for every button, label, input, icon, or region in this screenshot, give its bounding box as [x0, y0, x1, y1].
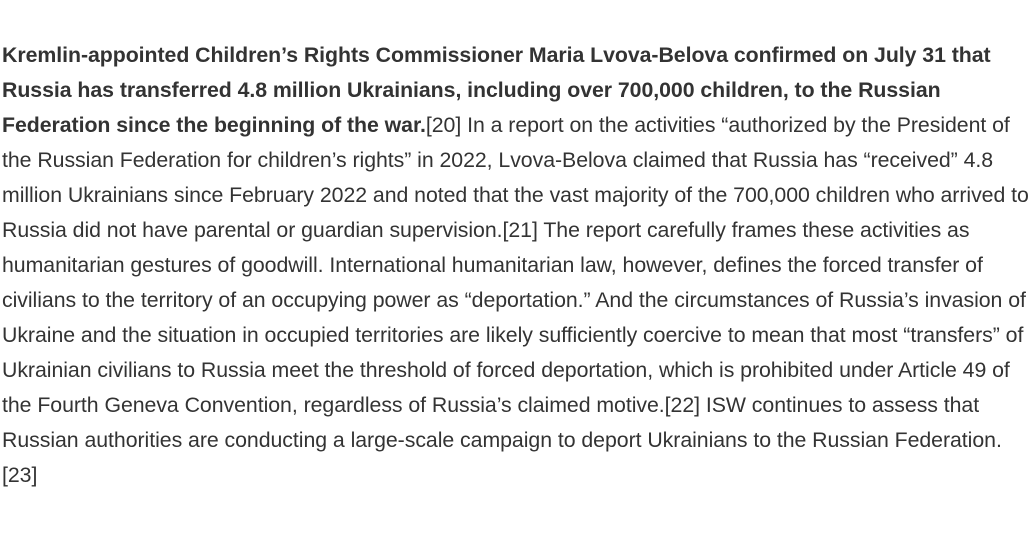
body-text-3: ISW continues to assess that Russian authorities are conducting a large-scale campaign to deport Ukrainians to the Russian Federation. — [2, 393, 1002, 452]
footnote-link-23[interactable]: [23] — [2, 463, 38, 487]
footnote-link-22[interactable]: [22] — [664, 393, 700, 417]
article-paragraph — [2, 38, 1034, 493]
lead-sentence: Kremlin-appointed Children’s Rights Commissioner Maria Lvova-Belova confirmed on July 31 that Russia has transferred 4.8 million Ukrainians, including over 700,000 children, to the Russian Federation since the beginning of the war. — [2, 43, 991, 137]
body-text-2: The report carefully frames these activities as humanitarian gestures of goodwill. International humanitarian law, however, defines the forced transfer of civilians to the territory of an occupying power as “deportation.” And the circumstances of Russia’s invasion of Ukraine and the situation in occupied territories are likely sufficiently coercive to mean that most “transfers” of Ukrainian civilians to Russia meet the threshold of forced deportation, which is prohibited under Article 49 of the Fourth Geneva Convention, regardless of Russia’s claimed motive. — [2, 218, 1026, 417]
footnote-link-20[interactable]: [20] — [425, 113, 462, 137]
footnote-link-21[interactable]: [21] — [502, 218, 538, 242]
body-text-1: In a report on the activities “authorized by the President of the Russian Federation for children’s rights” in 2022, Lvova-Belova claimed that Russia has “received” 4.8 million Ukrainians since February 2022 and noted that the vast majority of the 700,000 children who arrived to Russia did not have parental or guardian supervision. — [2, 113, 1029, 242]
